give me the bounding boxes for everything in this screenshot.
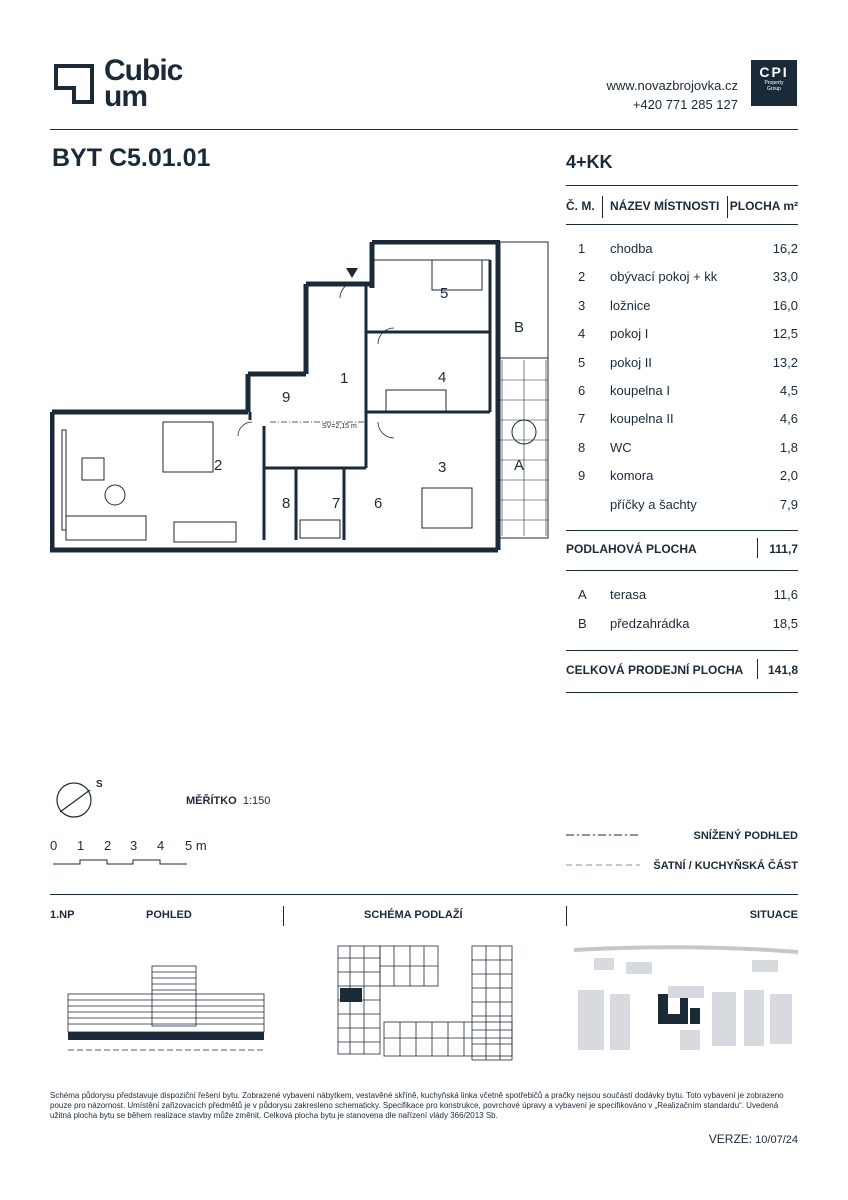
room-number: B	[578, 616, 587, 631]
room-area: 2,0	[779, 468, 798, 484]
room-number: 6	[578, 383, 586, 398]
cpi-logo: CPI Property Group	[751, 60, 797, 106]
room-area: 1,8	[779, 439, 798, 455]
room-number: 7	[578, 411, 586, 427]
room-area: 12,5	[772, 326, 798, 342]
website-link[interactable]: www.novazbrojovka.cz	[606, 78, 738, 93]
compass-north-label: S	[96, 779, 103, 790]
logo-text: Cubic um	[104, 54, 183, 113]
scale-label: MĚŘÍTKO 1:150	[186, 795, 271, 807]
room-label-3: 3	[438, 459, 447, 476]
cubicum-logo-icon	[52, 62, 96, 106]
scale-bar: 0 1 2 3 4 5 m	[50, 838, 220, 868]
room-name: koupelna II	[610, 411, 674, 427]
room-name: komora	[610, 468, 654, 484]
room-label-4: 4	[438, 369, 447, 386]
list-item	[566, 616, 798, 636]
room-label-8: 8	[282, 495, 291, 512]
room-number: 3	[578, 297, 586, 313]
contact-block	[607, 76, 739, 114]
room-area: 16,2	[772, 241, 798, 256]
rule	[566, 692, 798, 693]
floor-area-label: PODLAHOVÁ PLOCHA	[566, 542, 697, 556]
list-item	[566, 497, 798, 517]
room-area: 13,2	[772, 354, 798, 370]
view-label: POHLED	[146, 909, 192, 921]
list-item	[566, 468, 798, 488]
list-item	[566, 355, 798, 375]
rule	[566, 650, 798, 651]
header-num: Č. M.	[566, 199, 595, 213]
floor-label: 1.NP	[50, 909, 75, 921]
list-item	[566, 298, 798, 318]
site-label: SITUACE	[749, 909, 798, 921]
list-item	[566, 587, 798, 607]
list-item	[566, 411, 798, 431]
list-item	[566, 326, 798, 346]
room-label-1: 1	[340, 370, 349, 387]
room-name: ložnice	[610, 297, 651, 313]
room-name: koupelna I	[610, 383, 670, 398]
room-name: příčky a šachty	[610, 496, 697, 512]
rule	[566, 530, 798, 531]
list-item	[566, 269, 798, 289]
room-number: A	[578, 587, 587, 602]
room-name: předzahrádka	[610, 616, 690, 631]
header-name: NÁZEV MÍSTNOSTI	[610, 199, 720, 213]
room-name: chodba	[610, 241, 653, 256]
building-elevation	[66, 964, 266, 1060]
room-name: pokoj I	[610, 326, 649, 342]
wardrobe-legend-label: ŠATNÍ / KUCHYŇSKÁ ČÁST	[653, 860, 798, 872]
room-name: WC	[610, 439, 632, 455]
room-number: 5	[578, 354, 586, 370]
total-area-value: 141,8	[767, 663, 798, 677]
floor-scheme	[336, 944, 520, 1062]
room-area: 16,0	[772, 297, 798, 313]
header-area: PLOCHA m²	[729, 199, 798, 213]
table-header	[566, 196, 798, 218]
room-label-9: 9	[282, 389, 291, 406]
bottom-divider	[50, 894, 798, 895]
room-name: pokoj II	[610, 354, 652, 370]
header-divider	[50, 129, 798, 130]
unit-title: BYT C5.01.01	[52, 144, 211, 172]
table-top-rule	[566, 185, 798, 186]
outdoor-label-b: B	[514, 319, 525, 336]
room-area: 4,5	[779, 383, 798, 398]
floor-area-value: 111,7	[769, 542, 798, 556]
room-label-7: 7	[332, 495, 341, 512]
ceiling-legend-label: SNÍŽENÝ PODHLED	[693, 830, 798, 842]
room-name: terasa	[610, 587, 647, 602]
scheme-label: SCHÉMA PODLAŽÍ	[364, 909, 463, 921]
room-area: 33,0	[772, 269, 798, 285]
room-label-2: 2	[214, 457, 223, 474]
room-name: obývací pokoj + kk	[610, 269, 718, 285]
room-label-5: 5	[440, 285, 449, 302]
unit-layout: 4+KK	[566, 152, 613, 172]
disclaimer-text: Schéma půdorysu představuje dispoziční řešení bytu. Zobrazené vybavení nábytkem, vestavěné skříně, kuchyňská linka včetně spotřebičů a pračky nejsou součástí dodávky bytu. Toto vybavení je zobrazeno pouze pro názornost. Umístění zařizovacích předmětů je v půdorysu zakresleno schematicky. Specifikace pro konstrukce, povrchové úpravy a vybavení je specifikováno v „Realizačním standardu“. Uvedená užitná plocha bytu se během realizace stavby může změnit. Celková plocha bytu je stanovena dle nařízení vlády 366/2013 Sb.	[50, 1091, 784, 1120]
list-item	[566, 440, 798, 460]
room-area: 18,5	[772, 616, 798, 631]
wardrobe-legend-line	[566, 862, 640, 868]
list-item	[566, 241, 798, 261]
room-number: 8	[578, 439, 586, 455]
phone-number[interactable]: +420 771 285 127	[632, 97, 738, 112]
outdoor-label-a: A	[514, 457, 525, 474]
site-map	[572, 944, 798, 1062]
room-area: 7,9	[779, 496, 798, 512]
room-number: 2	[578, 269, 586, 285]
room-number: 4	[578, 326, 586, 342]
version-stamp: VERZE: 10/07/24	[708, 1132, 798, 1146]
total-area-row	[566, 663, 798, 683]
list-item	[566, 383, 798, 403]
ceiling-legend-line	[566, 832, 640, 838]
table-header-rule	[566, 224, 798, 225]
total-area-label: CELKOVÁ PRODEJNÍ PLOCHA	[566, 663, 744, 677]
room-number: 9	[578, 468, 586, 484]
ceiling-height-label: SV=2,15 m	[322, 423, 357, 430]
floor-plan	[50, 240, 556, 558]
room-number: 1	[578, 241, 586, 256]
room-area: 4,6	[779, 411, 798, 427]
rule	[566, 570, 798, 571]
floor-area-row	[566, 542, 798, 562]
room-area: 11,6	[773, 587, 798, 602]
room-label-6: 6	[374, 495, 383, 512]
